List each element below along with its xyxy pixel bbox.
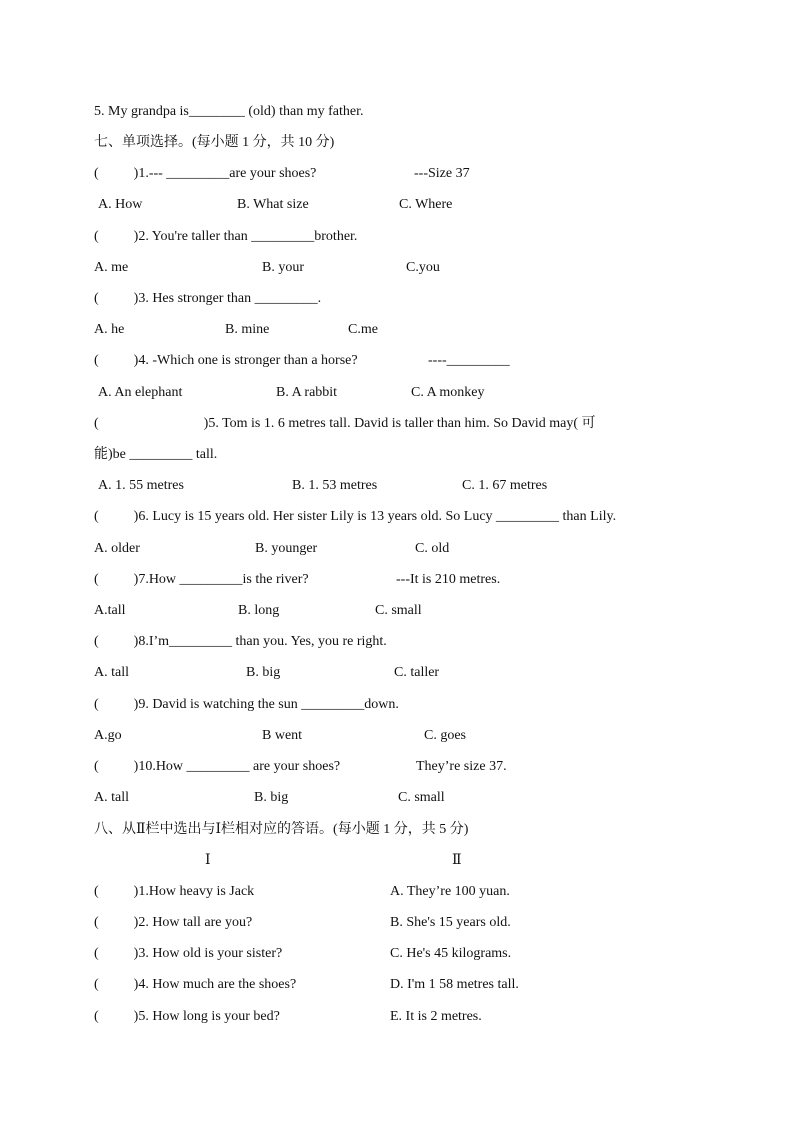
option-b: B. big — [246, 665, 281, 680]
question-stem-line2: 能)be _________ tall. — [94, 447, 218, 462]
fill-question-5: 5. My grandpa is________ (old) than my father. — [94, 104, 364, 119]
option-b: B. What size — [237, 197, 309, 212]
option-c: C. Where — [399, 197, 453, 212]
column-1-header: Ⅰ — [205, 853, 211, 868]
option-a: A.go — [94, 728, 122, 743]
option-a: A. he — [94, 322, 125, 337]
section-8-heading: 八、从Ⅱ栏中选出与Ⅰ栏相对应的答语。(每小题 1 分，共 5 分) — [94, 822, 469, 837]
option-b: B. your — [262, 260, 304, 275]
option-b: B. long — [238, 603, 280, 618]
option-a: A. How — [98, 197, 143, 212]
option-b: B. younger — [255, 541, 318, 556]
question-stem-extra: ---It is 210 metres. — [396, 572, 501, 587]
match-left-item: ( )1.How heavy is Jack — [94, 884, 255, 899]
option-a: A.tall — [94, 603, 126, 618]
option-c: C. taller — [394, 665, 440, 680]
question-stem-extra: ----_________ — [428, 353, 510, 368]
question-stem-extra: ---Size 37 — [414, 166, 470, 181]
question-stem-extra: They’re size 37. — [416, 759, 507, 774]
option-a: A. 1. 55 metres — [98, 478, 184, 493]
option-c: C. small — [398, 790, 445, 805]
question-stem: ( )7.How _________is the river? — [94, 572, 309, 587]
option-c: C. 1. 67 metres — [462, 478, 548, 493]
option-b: B. mine — [225, 322, 270, 337]
option-b: B went — [262, 728, 303, 743]
question-stem: ( )4. -Which one is stronger than a horse? — [94, 353, 358, 368]
question-stem: ( )3. Hes stronger than _________. — [94, 291, 322, 306]
option-a: A. tall — [94, 790, 129, 805]
option-a: A. tall — [94, 665, 129, 680]
match-left-item: ( )3. How old is your sister? — [94, 946, 283, 961]
match-right-item: E. It is 2 metres. — [390, 1009, 482, 1024]
option-c: C. old — [415, 541, 450, 556]
match-left-item: ( )5. How long is your bed? — [94, 1009, 280, 1024]
option-b: B. A rabbit — [276, 385, 338, 400]
match-left-item: ( )2. How tall are you? — [94, 915, 253, 930]
question-stem: ( )9. David is watching the sun _________down. — [94, 697, 399, 712]
question-stem: ( )5. Tom is 1. 6 metres tall. David is taller than him. So David may( 可 — [94, 416, 596, 431]
option-a: A. An elephant — [98, 385, 183, 400]
match-right-item: D. I'm 1 58 metres tall. — [390, 977, 519, 992]
question-stem: ( )2. You're taller than _________brother. — [94, 229, 358, 244]
option-c: C. goes — [424, 728, 466, 743]
column-2-header: Ⅱ — [452, 853, 462, 868]
question-stem: ( )6. Lucy is 15 years old. Her sister Lily is 13 years old. So Lucy _________ than Lily. — [94, 509, 617, 524]
option-c: C. A monkey — [411, 385, 485, 400]
question-stem: ( )10.How _________ are your shoes? — [94, 759, 341, 774]
question-stem: ( )8.I’m_________ than you. Yes, you re right. — [94, 634, 387, 649]
match-left-item: ( )4. How much are the shoes? — [94, 977, 297, 992]
section-7-heading: 七、单项选择。(每小题 1 分，共 10 分) — [94, 135, 335, 150]
match-right-item: B. She's 15 years old. — [390, 915, 511, 930]
option-a: A. older — [94, 541, 140, 556]
option-a: A. me — [94, 260, 129, 275]
option-c: C. small — [375, 603, 422, 618]
option-c: C.me — [348, 322, 378, 337]
option-b: B. big — [254, 790, 289, 805]
match-right-item: A. They’re 100 yuan. — [390, 884, 510, 899]
option-b: B. 1. 53 metres — [292, 478, 378, 493]
match-right-item: C. He's 45 kilograms. — [390, 946, 512, 961]
option-c: C.you — [406, 260, 440, 275]
question-stem: ( )1.--- _________are your shoes? — [94, 166, 317, 181]
